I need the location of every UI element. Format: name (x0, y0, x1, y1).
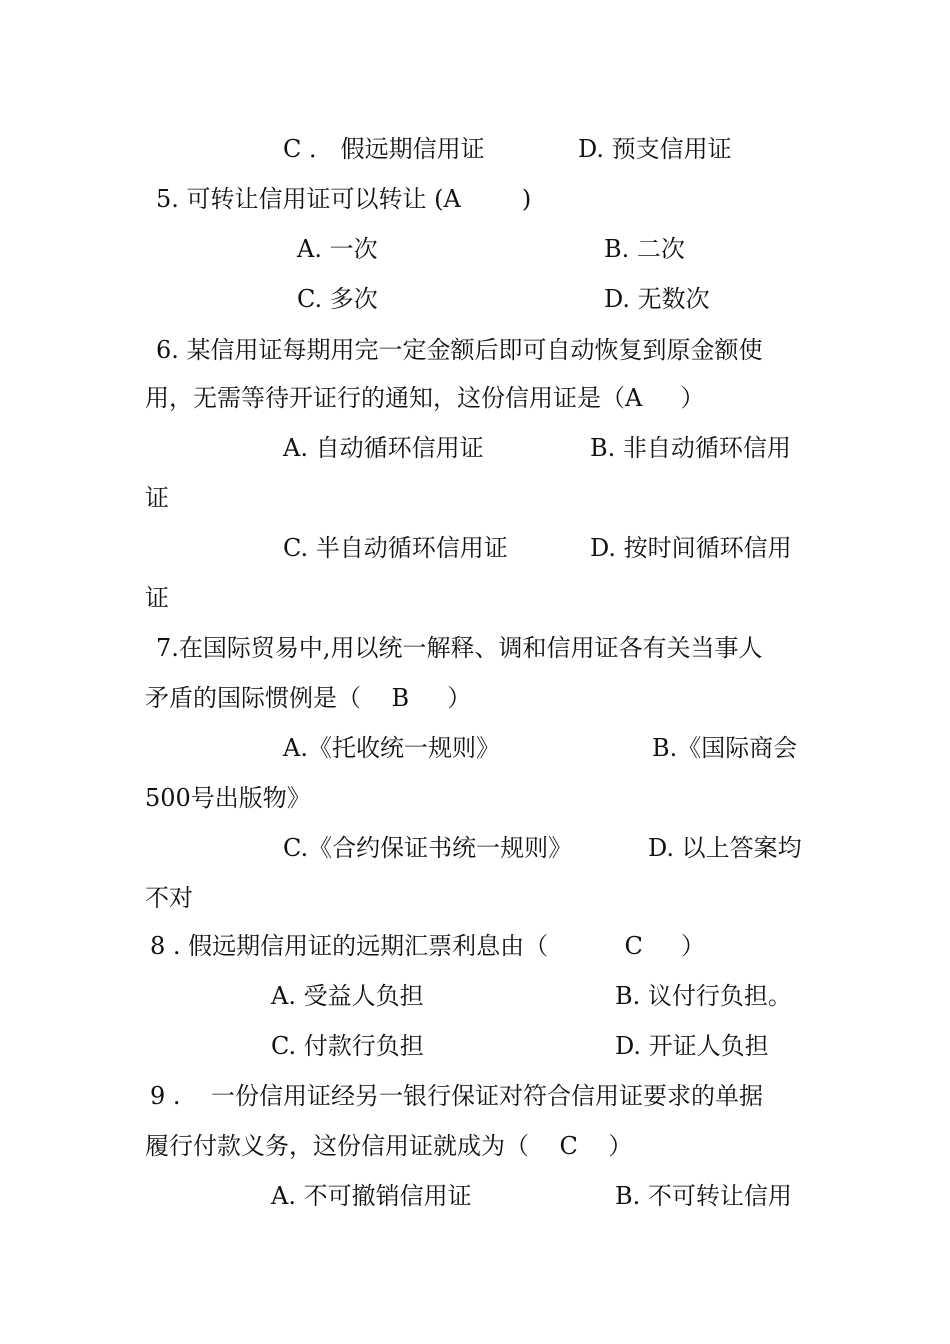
question-7-cont: 矛盾的国际惯例是（ B ） (145, 684, 472, 712)
q6-option-d: D. 按时间循环信用 (590, 534, 792, 562)
q8-option-a: A. 受益人负担 (271, 982, 424, 1010)
question-9-cont: 履行付款义务，这份信用证就成为（ C ） (145, 1132, 633, 1160)
q7-option-a: A.《托收统一规则》 (283, 734, 500, 762)
question-6-cont: 用，无需等待开证行的通知，这份信用证是（A ） (145, 384, 705, 412)
q6-option-c: C. 半自动循环信用证 (283, 534, 508, 562)
q7-option-b: B.《国际商会 (652, 734, 798, 762)
q7-option-c: C.《合约保证书统一规则》 (283, 834, 573, 862)
question-5: 5. 可转让信用证可以转让 (A ) (156, 185, 532, 213)
q5-option-c: C. 多次 (297, 285, 378, 313)
q8-option-c: C. 付款行负担 (271, 1032, 424, 1060)
question-7: 7.在国际贸易中,用以统一解释、调和信用证各有关当事人 (156, 634, 763, 662)
q9-option-a: A. 不可撤销信用证 (271, 1182, 472, 1210)
q6-option-a: A. 自动循环信用证 (283, 434, 484, 462)
q6-option-d-cont: 证 (145, 584, 169, 612)
q6-option-b: B. 非自动循环信用 (590, 434, 791, 462)
q4-option-c: C ． 假远期信用证 (283, 135, 485, 163)
q8-option-b: B. 议付行负担。 (615, 982, 792, 1010)
q7-option-b-cont: 500号出版物》 (145, 784, 311, 812)
q5-option-d: D. 无数次 (604, 285, 710, 313)
question-6: 6. 某信用证每期用完一定金额后即可自动恢复到原金额使 (156, 336, 763, 364)
q7-option-d-cont: 不对 (145, 884, 193, 912)
q9-option-b: B. 不可转让信用 (615, 1182, 792, 1210)
q5-option-b: B. 二次 (604, 235, 685, 263)
q4-option-d: D. 预支信用证 (578, 135, 732, 163)
q6-option-b-cont: 证 (145, 484, 169, 512)
question-8: 8 . 假远期信用证的远期汇票利息由（ C ） (150, 932, 705, 960)
q5-option-a: A. 一次 (297, 235, 378, 263)
q7-option-d: D. 以上答案均 (648, 834, 802, 862)
q8-option-d: D. 开证人负担 (615, 1032, 769, 1060)
question-9: 9 . 一份信用证经另一银行保证对符合信用证要求的单据 (150, 1082, 764, 1110)
